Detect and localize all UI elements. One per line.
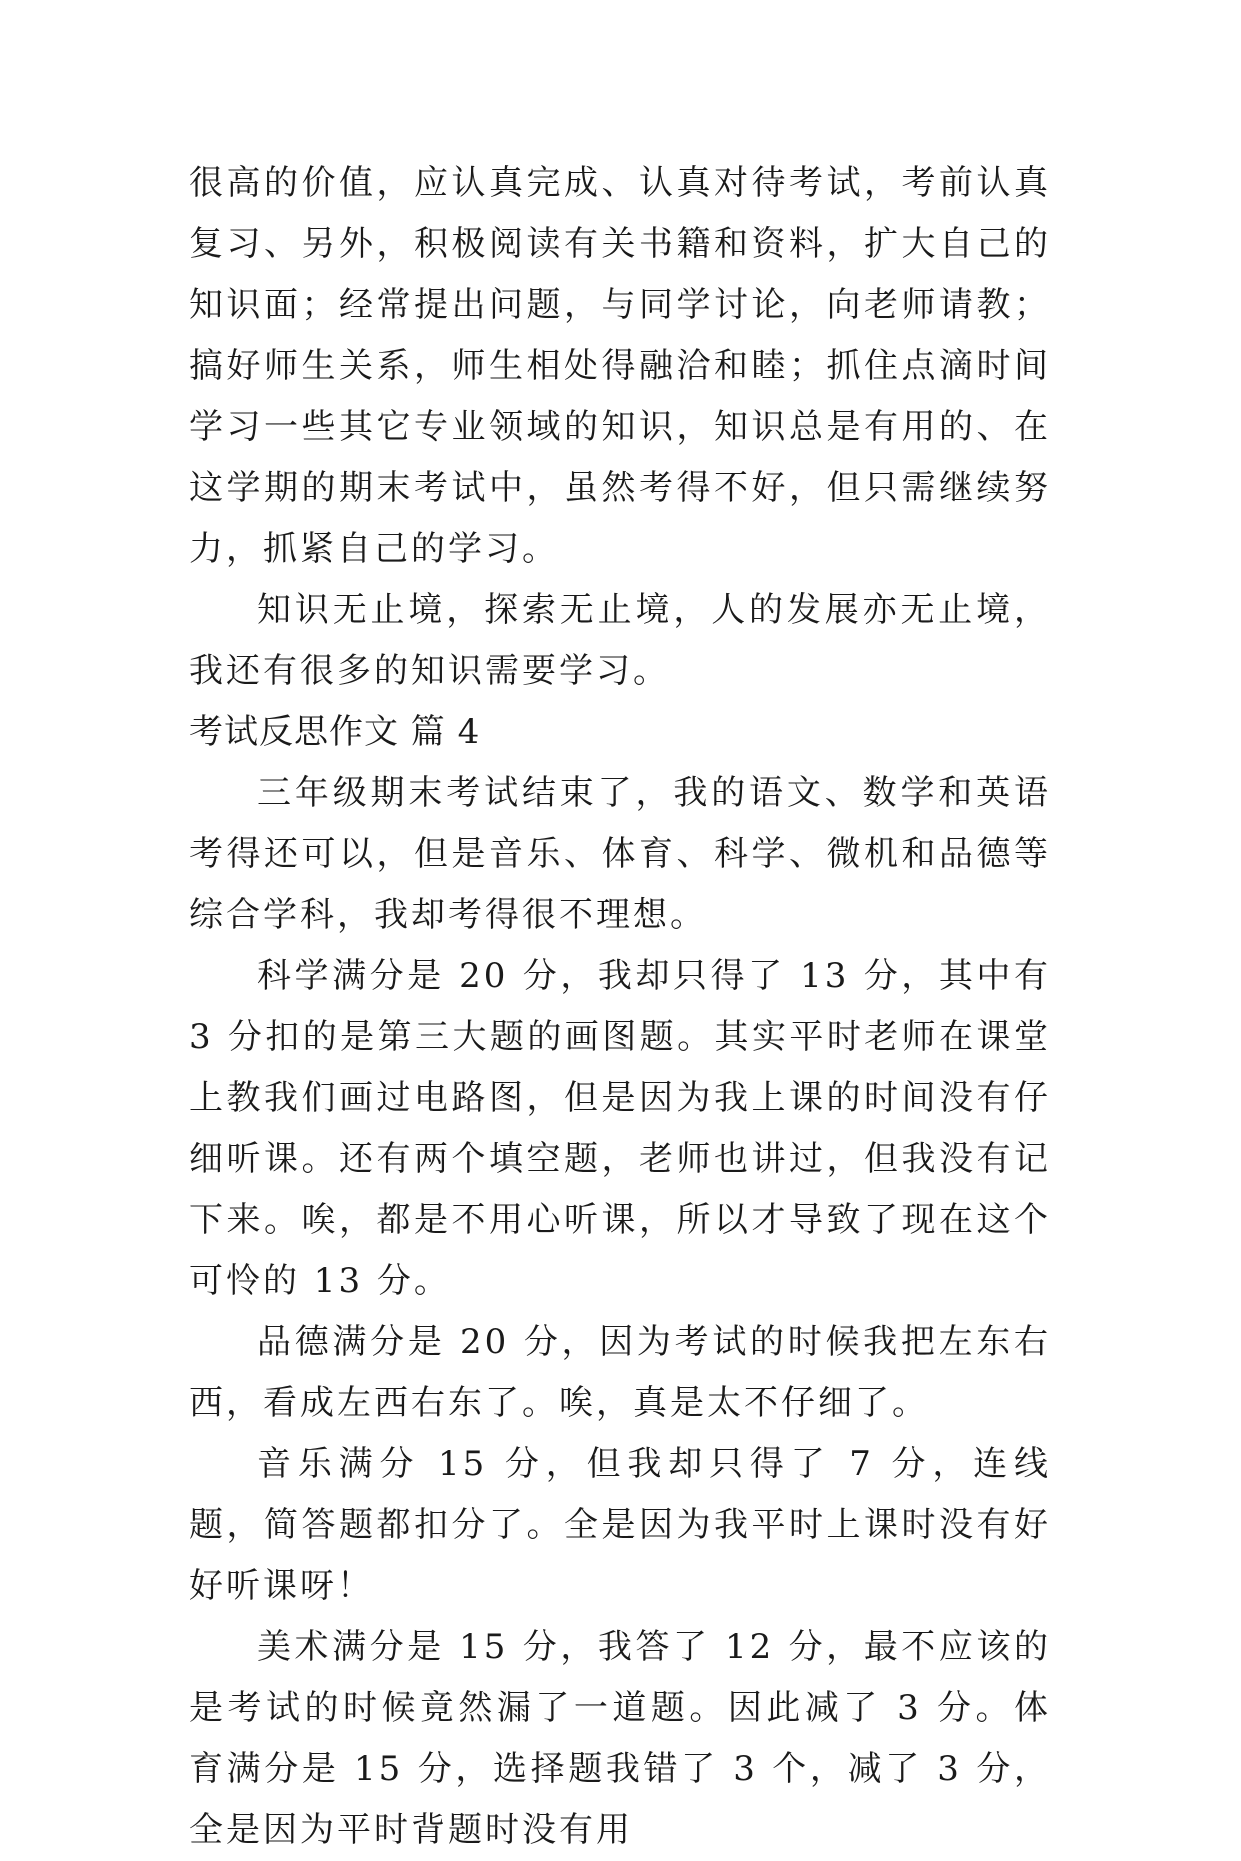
document-body: [189, 153, 1051, 1861]
paragraph-continued: 很高的价值，应认真完成、认真对待考试，考前认真复习、另外，积极阅读有关书籍和资料，扩大自己的知识面；经常提出问题，与同学讨论，向老师请教；搞好师生关系，师生相处得融洽和睦；抓住点滴时间学习一些其它专业领域的知识，知识总是有用的、在这学期的期末考试中，虽然考得不好，但只需继续努力，抓紧自己的学习。: [189, 163, 1051, 569]
paragraph-music: 音乐满分 15 分，但我却只得了 7 分，连线题，简答题都扣分了。全是因为我平时上课时没有好好听课呀！: [189, 1444, 1051, 1606]
paragraph-exam-overview: 三年级期末考试结束了，我的语文、数学和英语考得还可以，但是音乐、体育、科学、微机和品德等综合学科，我却考得很不理想。: [189, 773, 1051, 935]
paragraph-art-pe: 美术满分是 15 分，我答了 12 分，最不应该的是考试的时候竟然漏了一道题。因此减了 3 分。体育满分是 15 分，选择题我错了 3 个，减了 3 分，全是因为平时背题时没有用: [189, 1627, 1051, 1850]
paragraph-conclusion: 知识无止境，探索无止境，人的发展亦无止境，我还有很多的知识需要学习。: [189, 590, 1051, 691]
section-heading: 考试反思作文 篇 4: [189, 712, 481, 752]
paragraph-morality: 品德满分是 20 分，因为考试的时候我把左东右西，看成左西右东了。唉，真是太不仔细了。: [189, 1322, 1051, 1423]
paragraph-science: 科学满分是 20 分，我却只得了 13 分，其中有 3 分扣的是第三大题的画图题。其实平时老师在课堂上教我们画过电路图，但是因为我上课的时间没有仔细听课。还有两个填空题，老师也讲过，但我没有记下来。唉，都是不用心听课，所以才导致了现在这个可怜的 13 分。: [189, 956, 1051, 1301]
